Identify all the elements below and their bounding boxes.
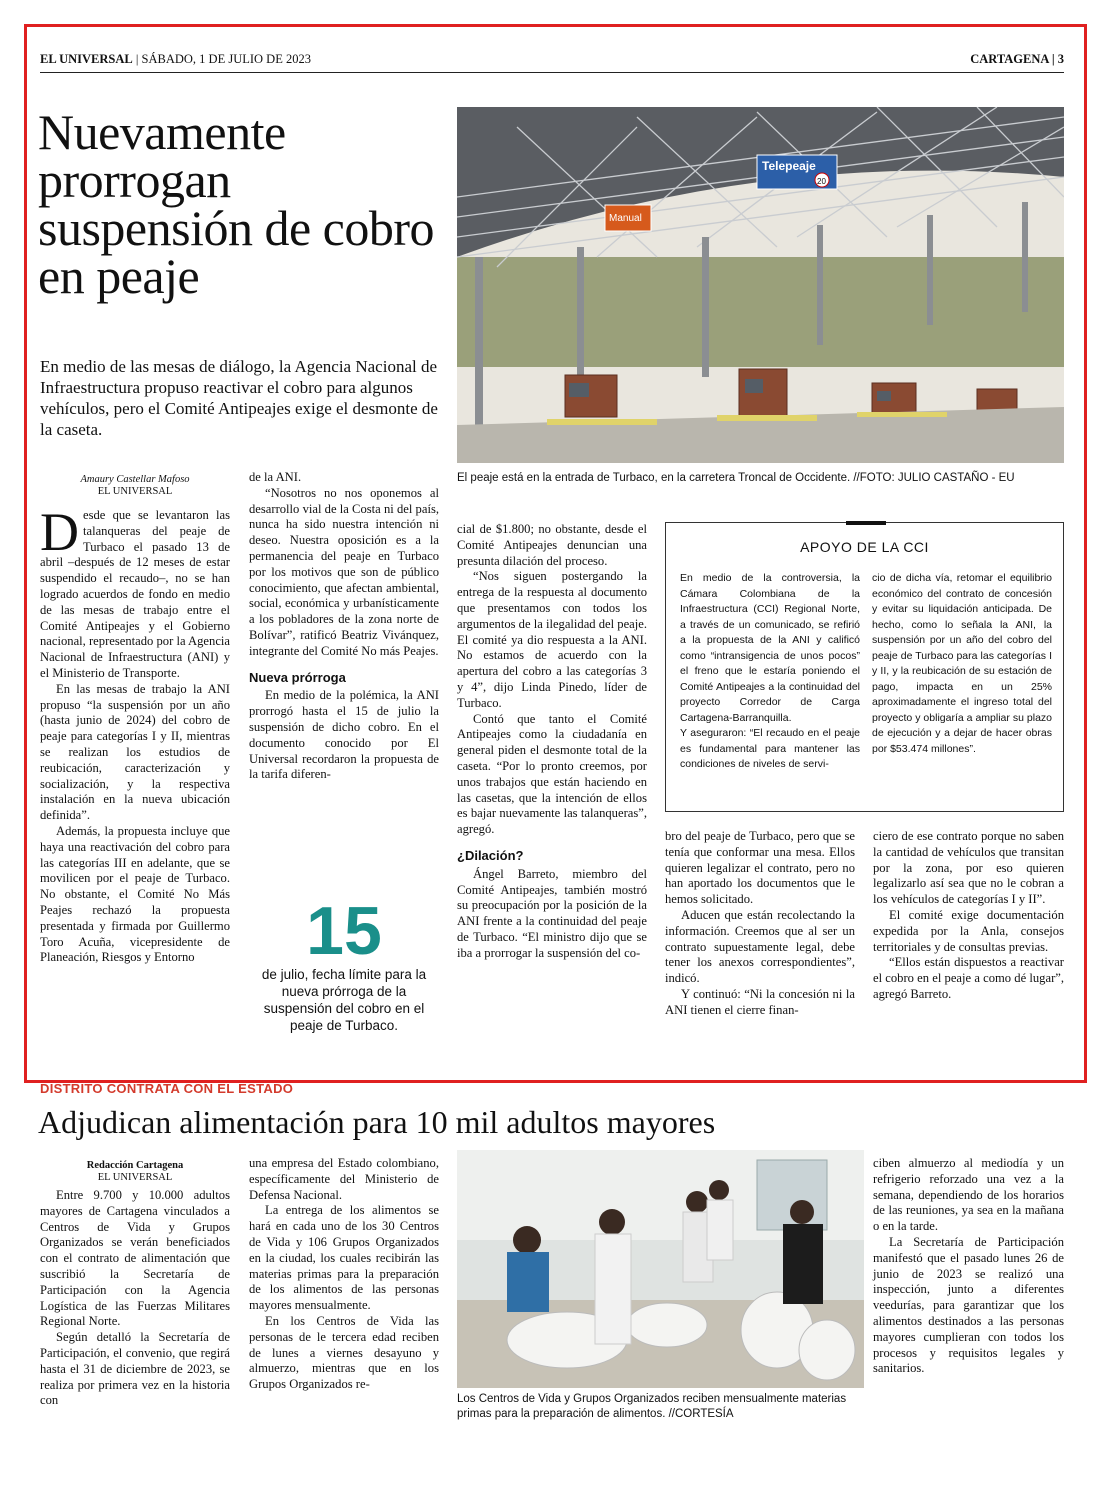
header-left: EL UNIVERSAL | SÁBADO, 1 DE JULIO DE 2023 (40, 52, 311, 66)
article2-column-3 (873, 1156, 1064, 1377)
body-paragraph: “Nos siguen postergando la entrega de la respuesta al documento que presentamos con todos los argumentos de la ilegalidad del peaje. El comité ya dio respuesta a la ANI. No estamos de acuerdo con la apertura del cobro a las categorías 3 y 4”, dijo Linda Pinedo, líder de Turbaco. (457, 569, 648, 710)
body-paragraph: ciero de ese contrato porque no saben la cantidad de vehículos que transitan por la zona, por eso quieren legalizarlo así sea que no le cobran a los vehículos de categorías I y II”. (873, 829, 1064, 907)
body-paragraph: ciben almuerzo al mediodía y un refrigerio reforzado una vez a la semana, dependiendo de los horarios de las reuniones, ya sea en la mañana o en la tarde. (873, 1156, 1064, 1234)
sidebar-paragraph: En medio de la controversia, la Cámara Colombiana de la Infraestructura (CCI) Regional Norte, a través de un comunicado, se refirió a la propuesta de la ANI y calificó como “intransigencia de unos pocos” el freno que le estaría poniendo el Comité Antipeajes a la continuidad del proyecto Corredor de Carga Cartagena-Barranquilla. (680, 572, 860, 724)
article2-byline-author: Redacción Cartagena (86, 1160, 184, 1171)
body-paragraph: Ángel Barreto, miembro del Comité Antipeajes, también mostró su preocupación por la posición de la ANI frente a la continuidad del peaje de Turbaco. “El ministro dijo que se iba a prorrogar la suspensión del co- (457, 866, 647, 960)
food-distribution-photo (457, 1150, 864, 1388)
article2-column-1 (40, 1188, 230, 1409)
body-paragraph: En los Centros de Vida las personas de le tercera edad reciben de lunes a viernes desayuno y almuerzo, mientras que en los Grupos Organizados re- (249, 1313, 439, 1392)
sidebar-column-2 (872, 571, 1052, 757)
pull-stat-text: de julio, fecha límite para la nueva prórroga de la suspensión del cobro en el peaje de Turbaco. (261, 967, 427, 1033)
byline-author: Amaury Castellar Mafoso (80, 474, 190, 485)
toll-booth-photo (457, 107, 1064, 463)
page-number: 3 (1057, 52, 1064, 66)
body-paragraph: Además, la propuesta incluye que haya una reactivación del cobro para las categorías III en adelante, que se movilicen por el peaje de Turbaco. No obstante, el Comité No Más Peajes rechazó la propuesta presentada y firmada por Guillermo Toro Acuña, vicepresidente de Planeación, Riesgos y Entorno (40, 823, 230, 965)
pull-stat (249, 893, 439, 1034)
body-paragraph: “Ellos están dispuestos a reactivar el cobro en el peaje a como dé lugar”, agregó Barreto. (873, 955, 1064, 1001)
body-paragraph: de la ANI. (249, 470, 302, 484)
body-paragraph: Entre 9.700 y 10.000 adultos mayores de Cartagena vinculados a Centros de Vida y Grupos Organizados se verán beneficiados con el contrato de alimentación que suscribió la Secretaría de Participación con la Agencia Logística de las Fuerzas Militares Regional Norte. (40, 1188, 230, 1329)
drop-cap: D (40, 502, 79, 562)
article2-headline: Adjudican alimentación para 10 mil adultos mayores (38, 1104, 716, 1140)
section-name: CARTAGENA (970, 52, 1049, 66)
article-column-2 (249, 470, 439, 783)
article-deck: En medio de las mesas de diálogo, la Agencia Nacional de Infraestructura propuso reactivar el cobro para algunos vehículos, pero el Comité Antipeajes exige el desmonte de la caseta. (40, 357, 438, 439)
body-paragraph: Aducen que están recolectando la información. Creemos que al ser un contrato supuestamente legal, debe tener los anexos correspondientes”, indicó. (665, 907, 855, 986)
sidebar-paragraph: cio de dicha vía, retomar el equilibrio económico del contrato de concesión y evitar su liquidación anticipada. De hecho, como lo señala la ANI, la suspensión por un año del cobro del peaje de Turbaco para las categorías I y II, y la reubicación de su estación de pago, impacta en un 25% aproximadamente el ingreso total del proyecto y obligaría a ampliar su plazo de ejecución y a dejar de hacer obras por $53.474 millones”. (872, 572, 1052, 755)
telepeaje-sign-text: Telepeaje (762, 159, 816, 173)
article-column-3 (457, 522, 647, 962)
running-header (40, 52, 1064, 72)
body-paragraph: La Secretaría de Participación manifestó que el pasado lunes 26 de junio de 2023 se realizó una inspección, junto a diferentes veedurías, para garantizar que los alimentos destinados a las personas mayores cumplieran con todos los procesos y requisitos legales y sanitarios. (873, 1234, 1064, 1376)
food-distribution-illustration (457, 1150, 864, 1388)
body-paragraph: cial de $1.800; no obstante, desde el Comité Antipeajes denuncian una presunta dilación del proceso. (457, 522, 647, 568)
body-paragraph: bro del peaje de Turbaco, pero que se tenía que conformar una mesa. Ellos quieren legalizar el contrato, pero no han aportado los documentos que le hemos solicitado. (665, 829, 855, 907)
article-headline: Nuevamente prorrogan suspensión de cobro en peaje (38, 104, 434, 304)
manual-sign-text: Manual (609, 213, 642, 224)
byline-org: EL UNIVERSAL (97, 486, 173, 497)
header-right: CARTAGENA | 3 (970, 52, 1064, 66)
toll-booth-illustration (457, 107, 1064, 463)
article-column-5 (873, 829, 1064, 1003)
speed-sign-text: 20 (817, 177, 826, 186)
body-paragraph: En las mesas de trabajo la ANI propuso “la suspensión por un año (hasta junio de 2024) del cobro de peaje para categorías I y II, mientras se realizan los estudios de reubicación, caracterización y socialización, y la respectiva instalación en la nueva ubicación definida”. (40, 681, 230, 823)
issue-date: SÁBADO, 1 DE JULIO DE 2023 (141, 52, 311, 66)
article-column-4 (665, 829, 855, 1019)
sidebar-tab (846, 521, 886, 525)
sidebar-box (665, 522, 1064, 812)
header-rule (40, 72, 1064, 73)
photo-caption: El peaje está en la entrada de Turbaco, en la carretera Troncal de Occidente. //FOTO: JULIO CASTAÑO - EU (457, 472, 1015, 484)
sidebar-column-1 (680, 571, 860, 773)
sidebar-title: APOYO DE LA CCI (800, 539, 929, 555)
subhead-nueva-prorroga: Nueva prórroga (249, 669, 346, 685)
pull-stat-number: 15 (306, 893, 382, 969)
body-paragraph: La entrega de los alimentos se hará en cada uno de los 30 Centros de Vida y 106 Grupos Organizados en la ciudad, los cuales recibirán las materias primas para la preparación de los alimentos de las personas mayores mensualmente. (249, 1203, 439, 1313)
body-paragraph: Y continuó: “Ni la concesión ni la ANI tienen el cierre finan- (665, 986, 855, 1017)
body-paragraph: Según detalló la Secretaría de Participación, el convenio, que regirá hasta el 31 de diciembre de 2023, se realiza por primera vez en la historia con (40, 1330, 230, 1408)
body-paragraph: Desde que se levantaron las talanqueras del peaje de Turbaco el pasado 13 de abril –después de 12 meses de estar suspendido el recaudo–, no se han logrado acuerdos de fondo en medio de las mesas de trabajo entre el Comité Antipeajes y el Gobierno nacional, representado por la Agencia Nacional de Infraestructura (ANI) y el Ministerio de Transporte. (40, 502, 230, 680)
article2-column-2 (249, 1156, 439, 1393)
sidebar-paragraph: Y aseguraron: “El recaudo en el peaje es fundamental para mantener las condiciones de niveles de servi- (680, 727, 860, 770)
subhead-dilacion: ¿Dilación? (457, 847, 524, 863)
body-paragraph: En medio de la polémica, la ANI prorrogó hasta el 15 de julio la suspensión de dicho cobro. En el documento conocido por El Universal recordaron la propuesta de la tarifa diferen- (249, 688, 439, 782)
article-column-1 (40, 502, 230, 966)
byline (40, 474, 230, 498)
body-paragraph: El comité exige documentación expedida por la Anla, consejos territoriales y de consultas previas. (873, 907, 1064, 954)
paper-name: EL UNIVERSAL (40, 52, 133, 66)
article2-byline-org: EL UNIVERSAL (97, 1172, 173, 1183)
body-paragraph: “Nosotros no nos oponemos al desarrollo vial de la Costa ni del país, nunca ha sido nuestra intención ni deseo. Nuestra oposición es a la permanencia del peaje en Turbaco por los motivos que son de público conocimiento, que afectan ambiental, social, económica y urbanísticamente a los pobladores de la zona norte de Bolívar”, ratificó Beatriz Vivánquez, integrante del Comité No más Peajes. (249, 485, 439, 658)
article2-byline (40, 1160, 230, 1184)
article2-photo-caption: Los Centros de Vida y Grupos Organizados reciben mensualmente materias primas para la preparación de alimentos. //CORTESÍA (457, 1393, 847, 1420)
article2-kicker: DISTRITO CONTRATA CON EL ESTADO (40, 1081, 294, 1096)
body-paragraph: una empresa del Estado colombiano, específicamente del Ministerio de Defensa Nacional. (249, 1156, 439, 1202)
body-paragraph: Contó que tanto el Comité Antipeajes como la ciudadanía en general piden el desmonte total de la caseta. “Por lo pronto creemos, por unos trabajos que están haciendo en las casetas, que la intención de ellos es bajar nuevamente las talanqueras”, agregó. (457, 711, 647, 837)
